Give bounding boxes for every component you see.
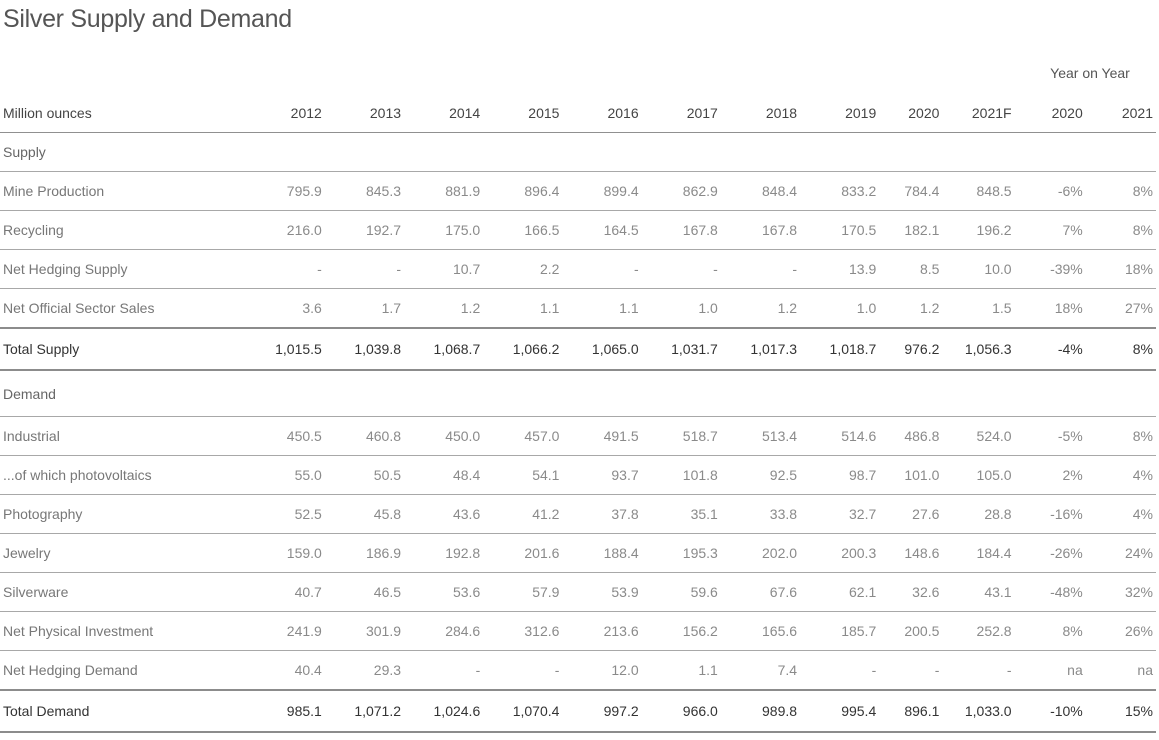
cell-value: 486.8	[879, 417, 942, 456]
table-row	[0, 495, 1156, 534]
cell-value: 8%	[1086, 172, 1156, 211]
table-row	[0, 417, 1156, 456]
cell-value: 1.5	[942, 289, 1014, 329]
cell-value: 18%	[1086, 250, 1156, 289]
cell-value: 202.0	[721, 534, 800, 573]
cell-value: 101.0	[879, 456, 942, 495]
header-row	[0, 94, 1156, 133]
section-label: Supply	[0, 133, 1156, 172]
cell-value: 29.3	[325, 651, 404, 691]
cell-value: 1,066.2	[483, 328, 562, 370]
column-header: 2012	[246, 94, 325, 133]
cell-value: 312.6	[483, 612, 562, 651]
cell-value: 284.6	[404, 612, 483, 651]
cell-value: 1,065.0	[562, 328, 641, 370]
cell-value: 32.6	[879, 573, 942, 612]
cell-value: 165.6	[721, 612, 800, 651]
cell-value: 27%	[1086, 289, 1156, 329]
cell-value: 41.2	[483, 495, 562, 534]
cell-value: -	[642, 250, 721, 289]
year-on-year-header: Year on Year	[1050, 65, 1130, 81]
cell-value: 8%	[1086, 417, 1156, 456]
cell-value: 164.5	[562, 211, 641, 250]
cell-value: 213.6	[562, 612, 641, 651]
table-row	[0, 534, 1156, 573]
cell-value: 159.0	[246, 534, 325, 573]
cell-value: 148.6	[879, 534, 942, 573]
cell-value: 491.5	[562, 417, 641, 456]
cell-value: 10.0	[942, 250, 1014, 289]
cell-value: 12.0	[562, 651, 641, 691]
cell-value: 24%	[1086, 534, 1156, 573]
units-label: Million ounces	[0, 94, 246, 133]
cell-value: 2%	[1015, 456, 1086, 495]
cell-value: 37.8	[562, 495, 641, 534]
cell-value: 3.6	[246, 289, 325, 329]
row-label: Photography	[0, 495, 246, 534]
cell-value: 1.1	[562, 289, 641, 329]
cell-value: 192.8	[404, 534, 483, 573]
cell-value: 40.4	[246, 651, 325, 691]
cell-value: 188.4	[562, 534, 641, 573]
row-label: Total Demand	[0, 690, 246, 732]
cell-value: -	[942, 651, 1014, 691]
cell-value: 54.1	[483, 456, 562, 495]
table-row	[0, 211, 1156, 250]
cell-value: 182.1	[879, 211, 942, 250]
table-row	[0, 172, 1156, 211]
section-label: Demand	[0, 370, 1156, 417]
cell-value: -	[246, 250, 325, 289]
cell-value: 50.5	[325, 456, 404, 495]
cell-value: 48.4	[404, 456, 483, 495]
cell-value: 59.6	[642, 573, 721, 612]
cell-value: 457.0	[483, 417, 562, 456]
cell-value: 241.9	[246, 612, 325, 651]
cell-value: 13.9	[800, 250, 879, 289]
cell-value: -6%	[1015, 172, 1086, 211]
cell-value: 1,068.7	[404, 328, 483, 370]
cell-value: 92.5	[721, 456, 800, 495]
cell-value: 43.1	[942, 573, 1014, 612]
cell-value: 1.2	[721, 289, 800, 329]
cell-value: 985.1	[246, 690, 325, 732]
cell-value: 1,071.2	[325, 690, 404, 732]
column-header: 2014	[404, 94, 483, 133]
row-label: Net Hedging Supply	[0, 250, 246, 289]
row-label: ...of which photovoltaics	[0, 456, 246, 495]
cell-value: 1.0	[642, 289, 721, 329]
cell-value: 43.6	[404, 495, 483, 534]
cell-value: 184.4	[942, 534, 1014, 573]
cell-value: 966.0	[642, 690, 721, 732]
cell-value: 185.7	[800, 612, 879, 651]
cell-value: 175.0	[404, 211, 483, 250]
column-header: 2020	[879, 94, 942, 133]
cell-value: 1.0	[800, 289, 879, 329]
cell-value: 1.1	[642, 651, 721, 691]
cell-value: 170.5	[800, 211, 879, 250]
cell-value: 216.0	[246, 211, 325, 250]
cell-value: -48%	[1015, 573, 1086, 612]
cell-value: -4%	[1015, 328, 1086, 370]
cell-value: 53.6	[404, 573, 483, 612]
table-row	[0, 612, 1156, 651]
cell-value: 8%	[1086, 328, 1156, 370]
cell-value: 1,018.7	[800, 328, 879, 370]
cell-value: 862.9	[642, 172, 721, 211]
row-label: Net Hedging Demand	[0, 651, 246, 691]
cell-value: na	[1015, 651, 1086, 691]
cell-value: 795.9	[246, 172, 325, 211]
column-header: 2020	[1015, 94, 1086, 133]
cell-value: 848.5	[942, 172, 1014, 211]
cell-value: -26%	[1015, 534, 1086, 573]
cell-value: 1,017.3	[721, 328, 800, 370]
row-label: Silverware	[0, 573, 246, 612]
section-row	[0, 370, 1156, 417]
column-header: 2013	[325, 94, 404, 133]
cell-value: 997.2	[562, 690, 641, 732]
row-label: Jewelry	[0, 534, 246, 573]
cell-value: 192.7	[325, 211, 404, 250]
column-header: 2018	[721, 94, 800, 133]
cell-value: 186.9	[325, 534, 404, 573]
cell-value: 8%	[1015, 612, 1086, 651]
cell-value: -39%	[1015, 250, 1086, 289]
cell-value: 7%	[1015, 211, 1086, 250]
table-row	[0, 456, 1156, 495]
cell-value: 167.8	[642, 211, 721, 250]
cell-value: 101.8	[642, 456, 721, 495]
row-label: Net Physical Investment	[0, 612, 246, 651]
cell-value: 156.2	[642, 612, 721, 651]
cell-value: 27.6	[879, 495, 942, 534]
cell-value: 833.2	[800, 172, 879, 211]
cell-value: -	[325, 250, 404, 289]
cell-value: 1.2	[879, 289, 942, 329]
cell-value: 28.8	[942, 495, 1014, 534]
cell-value: 976.2	[879, 328, 942, 370]
cell-value: 1,039.8	[325, 328, 404, 370]
cell-value: 33.8	[721, 495, 800, 534]
cell-value: na	[1086, 651, 1156, 691]
cell-value: 4%	[1086, 456, 1156, 495]
table-row	[0, 289, 1156, 329]
cell-value: 98.7	[800, 456, 879, 495]
cell-value: 1,056.3	[942, 328, 1014, 370]
cell-value: 105.0	[942, 456, 1014, 495]
cell-value: 8.5	[879, 250, 942, 289]
cell-value: 55.0	[246, 456, 325, 495]
cell-value: 8%	[1086, 211, 1156, 250]
cell-value: 195.3	[642, 534, 721, 573]
cell-value: 252.8	[942, 612, 1014, 651]
cell-value: 2.2	[483, 250, 562, 289]
cell-value: 57.9	[483, 573, 562, 612]
table-row	[0, 651, 1156, 691]
table-body	[0, 133, 1156, 733]
cell-value: 513.4	[721, 417, 800, 456]
cell-value: 93.7	[562, 456, 641, 495]
cell-value: 10.7	[404, 250, 483, 289]
cell-value: 15%	[1086, 690, 1156, 732]
cell-value: 301.9	[325, 612, 404, 651]
cell-value: 1,031.7	[642, 328, 721, 370]
cell-value: 1,070.4	[483, 690, 562, 732]
cell-value: 524.0	[942, 417, 1014, 456]
table-row	[0, 573, 1156, 612]
cell-value: 35.1	[642, 495, 721, 534]
cell-value: 62.1	[800, 573, 879, 612]
cell-value: 32%	[1086, 573, 1156, 612]
cell-value: 166.5	[483, 211, 562, 250]
cell-value: 1,033.0	[942, 690, 1014, 732]
cell-value: 518.7	[642, 417, 721, 456]
cell-value: 989.8	[721, 690, 800, 732]
cell-value: 1.1	[483, 289, 562, 329]
cell-value: 46.5	[325, 573, 404, 612]
cell-value: 52.5	[246, 495, 325, 534]
column-header: 2016	[562, 94, 641, 133]
section-row	[0, 133, 1156, 172]
cell-value: 45.8	[325, 495, 404, 534]
cell-value: -	[879, 651, 942, 691]
cell-value: 899.4	[562, 172, 641, 211]
cell-value: 896.1	[879, 690, 942, 732]
cell-value: 1,015.5	[246, 328, 325, 370]
cell-value: 845.3	[325, 172, 404, 211]
cell-value: 200.3	[800, 534, 879, 573]
cell-value: -16%	[1015, 495, 1086, 534]
cell-value: 7.4	[721, 651, 800, 691]
column-header: 2017	[642, 94, 721, 133]
cell-value: 18%	[1015, 289, 1086, 329]
cell-value: 53.9	[562, 573, 641, 612]
page-title: Silver Supply and Demand	[3, 5, 292, 33]
cell-value: 167.8	[721, 211, 800, 250]
total-supply-row	[0, 328, 1156, 370]
column-header: 2019	[800, 94, 879, 133]
cell-value: 450.0	[404, 417, 483, 456]
cell-value: 1.2	[404, 289, 483, 329]
cell-value: 67.6	[721, 573, 800, 612]
cell-value: 32.7	[800, 495, 879, 534]
row-label: Mine Production	[0, 172, 246, 211]
cell-value: -10%	[1015, 690, 1086, 732]
column-header: 2021F	[942, 94, 1014, 133]
row-label: Total Supply	[0, 328, 246, 370]
cell-value: -	[404, 651, 483, 691]
column-header: 2015	[483, 94, 562, 133]
row-label: Net Official Sector Sales	[0, 289, 246, 329]
cell-value: 896.4	[483, 172, 562, 211]
cell-value: 4%	[1086, 495, 1156, 534]
cell-value: 460.8	[325, 417, 404, 456]
row-label: Industrial	[0, 417, 246, 456]
cell-value: -	[483, 651, 562, 691]
cell-value: 1,024.6	[404, 690, 483, 732]
cell-value: 40.7	[246, 573, 325, 612]
cell-value: -5%	[1015, 417, 1086, 456]
cell-value: 201.6	[483, 534, 562, 573]
cell-value: 995.4	[800, 690, 879, 732]
total-demand-row	[0, 690, 1156, 732]
row-label: Recycling	[0, 211, 246, 250]
silver-supply-demand-table	[0, 94, 1156, 733]
cell-value: 784.4	[879, 172, 942, 211]
cell-value: 1.7	[325, 289, 404, 329]
table-row	[0, 250, 1156, 289]
cell-value: -	[800, 651, 879, 691]
cell-value: -	[562, 250, 641, 289]
cell-value: 848.4	[721, 172, 800, 211]
cell-value: 200.5	[879, 612, 942, 651]
cell-value: 26%	[1086, 612, 1156, 651]
column-header: 2021	[1086, 94, 1156, 133]
cell-value: -	[721, 250, 800, 289]
cell-value: 196.2	[942, 211, 1014, 250]
cell-value: 881.9	[404, 172, 483, 211]
cell-value: 514.6	[800, 417, 879, 456]
cell-value: 450.5	[246, 417, 325, 456]
